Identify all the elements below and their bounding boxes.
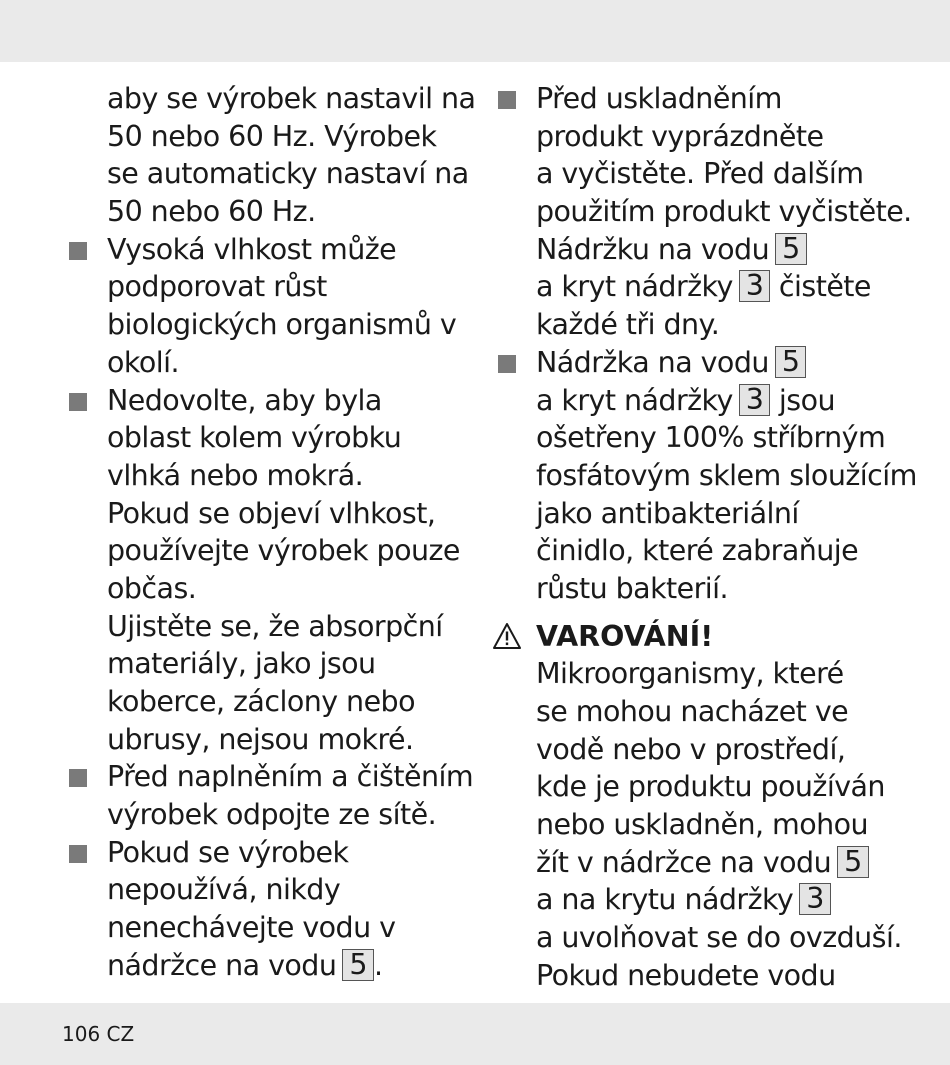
- text-line: výrobek odpojte ze sítě.: [107, 798, 437, 832]
- text-line: Před uskladněním: [536, 82, 782, 115]
- text-line: Před naplněním a čištěním: [107, 760, 474, 794]
- bullet-square-icon: [69, 769, 87, 787]
- text-line: Pokud nebudete vodu: [536, 958, 836, 992]
- part-ref-tank-cover: 3: [799, 883, 831, 915]
- text-line: a vyčistěte. Před dalším: [536, 157, 864, 191]
- text-line: čistěte: [778, 270, 871, 304]
- text-line: žít v nádržce na vodu: [536, 845, 832, 879]
- part-ref-water-tank: 5: [342, 949, 374, 981]
- text-line: Pokud se objeví vlhkost,: [107, 496, 436, 530]
- text-line: Vysoká vlhkost může: [107, 232, 397, 266]
- text-line: a na krytu nádržky: [536, 883, 794, 917]
- text-line: biologických organismů v: [107, 308, 457, 342]
- bullet-item-moisture: [107, 382, 467, 759]
- text-line: aby se výrobek nastavil na: [107, 82, 476, 115]
- text-line: občas.: [107, 571, 197, 605]
- text-line: ubrusy, nejsou mokré.: [107, 722, 414, 756]
- part-ref-water-tank: 5: [775, 346, 807, 378]
- footer-band: [0, 1003, 950, 1065]
- part-ref-tank-cover: 3: [739, 270, 771, 302]
- page-number: 106 CZ: [62, 1022, 135, 1046]
- text-line: a uvolňovat se do ovzduší.: [536, 921, 902, 955]
- text-line: koberce, záclony nebo: [107, 685, 415, 718]
- bullet-square-icon: [498, 355, 516, 373]
- text-line: se automaticky nastaví na: [107, 157, 469, 191]
- bullet-square-icon: [69, 845, 87, 863]
- part-ref-tank-cover: 3: [739, 384, 771, 416]
- warning-block: [536, 618, 906, 995]
- bullet-item-unused: [107, 834, 467, 985]
- text-line: každé tři dny.: [536, 308, 720, 342]
- bullet-item-unplug: [107, 758, 474, 833]
- part-ref-water-tank: 5: [775, 233, 807, 265]
- text-line: nepoužívá, nikdy: [107, 873, 341, 907]
- left-column: [107, 80, 476, 985]
- warning-title: VAROVÁNÍ!: [536, 619, 714, 653]
- text-line: oblast kolem výrobku: [107, 421, 402, 455]
- text-line: 50 nebo 60 Hz. Výrobek: [107, 119, 437, 153]
- text-line: fosfátovým sklem sloužícím: [536, 458, 917, 492]
- bullet-square-icon: [498, 91, 516, 109]
- text-line: Ujistěte se, že absorpční: [107, 609, 443, 643]
- bullet-item-storage: [536, 80, 912, 344]
- text-line: okolí.: [107, 345, 179, 379]
- part-ref-water-tank: 5: [837, 846, 869, 878]
- text-line: materiály, jako jsou: [107, 647, 376, 681]
- bullet-square-icon: [69, 393, 87, 411]
- text-line: činidlo, které zabraňuje: [536, 534, 859, 568]
- text-line: ošetřeny 100% stříbrným: [536, 421, 886, 455]
- text-line: Pokud se výrobek: [107, 835, 349, 869]
- text-line: vodě nebo v prostředí,: [536, 732, 846, 766]
- text-line: a kryt nádržky: [536, 270, 733, 304]
- text-line: použitím produkt vyčistěte.: [536, 195, 912, 229]
- paragraph-continued: [107, 80, 476, 231]
- text-line: 50 nebo 60 Hz.: [107, 195, 316, 229]
- text-line: Mikroorganismy, které: [536, 657, 844, 691]
- text-line: a kryt nádržky: [536, 383, 733, 417]
- text-line: se mohou nacházet ve: [536, 695, 849, 728]
- text-line: používejte výrobek pouze: [107, 534, 460, 568]
- text-line: růstu bakterií.: [536, 571, 729, 605]
- text-line: jako antibakteriální: [536, 496, 799, 530]
- text-line: jsou: [778, 383, 835, 417]
- bullet-square-icon: [69, 242, 87, 260]
- text-line: vlhká nebo mokrá.: [107, 458, 364, 492]
- text-line: podporovat růst: [107, 270, 327, 304]
- right-column: [536, 80, 917, 995]
- text-line: nebo uskladněn, mohou: [536, 808, 869, 842]
- bullet-item-humidity: [107, 231, 467, 382]
- header-band: [0, 0, 950, 62]
- text-line: Nedovolte, aby byla: [107, 383, 382, 417]
- text-line: nádržce na vodu: [107, 948, 337, 982]
- bullet-item-silver-glass: [536, 344, 917, 608]
- text-line: kde je produktu používán: [536, 770, 885, 804]
- text-line: .: [373, 948, 383, 982]
- warning-triangle-icon: [492, 622, 522, 650]
- text-line: Nádržka na vodu: [536, 345, 769, 379]
- text-line: nenechávejte vodu v: [107, 911, 396, 945]
- text-line: Nádržku na vodu: [536, 232, 770, 266]
- text-line: produkt vyprázdněte: [536, 119, 824, 153]
